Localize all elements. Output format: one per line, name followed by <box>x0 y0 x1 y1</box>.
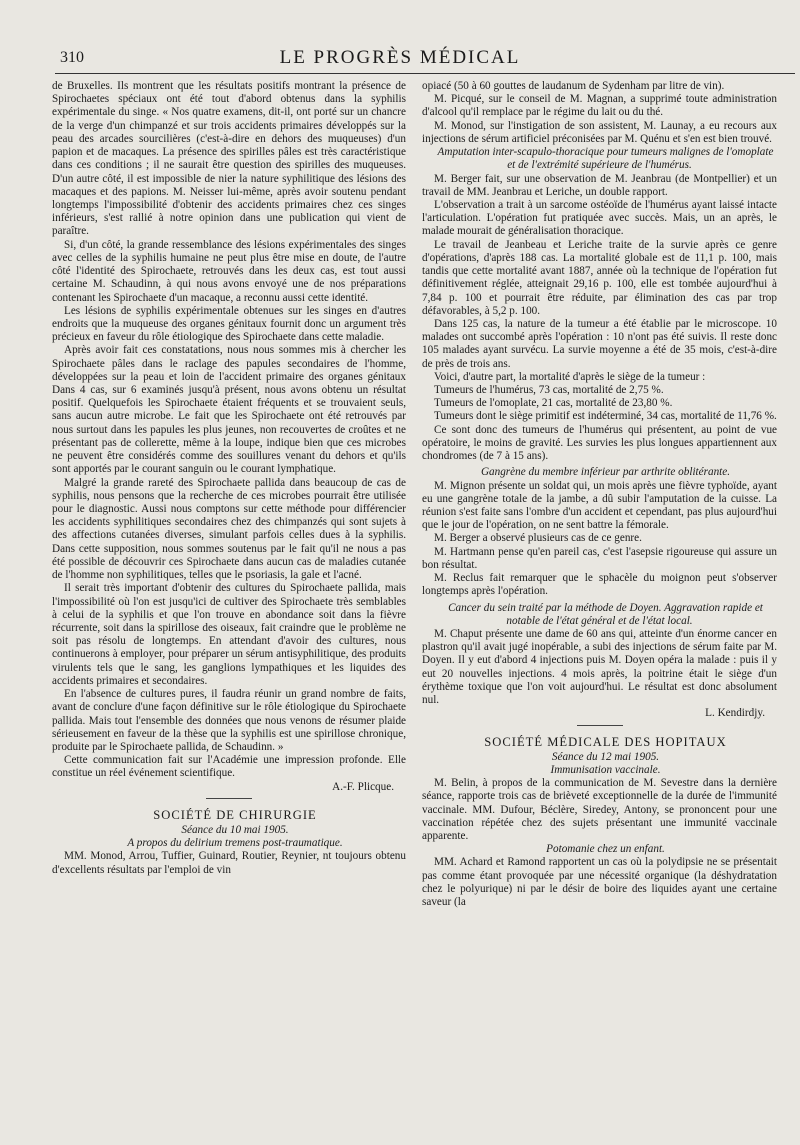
paragraph: M. Picqué, sur le conseil de M. Magnan, a supprimé toute administration d'alcool qu'il remplace par le régime du lait ou du thé. <box>422 93 777 119</box>
section-divider <box>206 798 252 799</box>
signature: A.-F. Plicque. <box>332 780 394 793</box>
paragraph: M. Monod, sur l'instigation de son assistent, M. Launay, a eu recours aux injections de sérum artificiel préconisées par M. Quénu et s'en est bien trouvé. <box>422 119 777 145</box>
table-line: Tumeurs dont le siège primitif est indéterminé, 34 cas, mortalité de 11,76 %. <box>434 410 777 423</box>
paragraph: Il serait très important d'obtenir des cultures du Spirochaete pallida, mais l'impossibilité où l'on est jusqu'ici de cultiver des Spirochaete très semblables à celui de la syphilis et que l'on trouve en abondance soit dans la fièvre récurrente, soit dans la spirillose des oiseaux, fait craindre que le problème ne soit pas résolu de longtemps. En attendant d'avoir des cultures, nous continuerons à employer, pour préparer un sérum antisyphilitique, des produits virulents tels que le sang, les ganglions lympathiques et les liquides des accidents primaires et secondaires. <box>52 582 406 687</box>
paragraph: Ce sont donc des tumeurs de l'humérus qui présentent, au point de vue opératoire, le moins de gravité. Les survies les plus longues appartiennent aux chondromes (de 7 à 15 ans). <box>422 423 777 463</box>
section-date: Séance du 12 mai 1905. <box>551 750 660 763</box>
subheading: Potomanie chez un enfant. <box>546 843 665 856</box>
subheading: Amputation inter-scapulo-thoracique pour tumeurs malignes de l'omoplate et de l'extrémité supérieure de l'humérus. <box>437 146 774 172</box>
paragraph: Voici, d'autre part, la mortalité d'après le siège de la tumeur : <box>434 370 706 383</box>
page-number: 310 <box>60 49 84 66</box>
paragraph: Si, d'un côté, la grande ressemblance des lésions expérimentales des singes avec celles de la syphilis humaine ne peut plus être mise en doute, de l'autre côté l'identité des Spirochaete, retrouvés dans les deux cas, est tout aussi certaine M. Schaudinn, à qui nous avons envoyé une de nos préparations contenant les Spirochaete d'un macaque, a reconnu aussi cette identité. <box>52 238 406 304</box>
paragraph: M. Berger fait, sur une observation de M. Jeanbrau (de Montpellier) et un travail de MM. Jeanbrau et Leriche, un double rapport. <box>422 172 777 198</box>
table-line: Tumeurs de l'omoplate, 21 cas, mortalité de 23,80 %. <box>434 397 673 410</box>
section-divider <box>577 725 623 726</box>
paragraph: L'observation a trait à un sarcome ostéoïde de l'humérus ayant laissé intacte l'articulation. L'opération fut pratiquée avec succès. Mais, un an après, le malade mourait de généralisation thoracique. <box>422 198 777 238</box>
paragraph: Le travail de Jeanbeau et Leriche traite de la survie après ce genre d'opérations, d'après 188 cas. La mortalité globale est de 11,1 p. 100, mais tandis que cette mortalité avant 1887, année où la technique de l'opération fut définitivement réglée, atteignait 29,16 p. 100, elle est tombée aujourd'hui à 7,84 p. 100 et pourrait être réduite, par élimination des cas par trop défavorables, à 5,2 p. 100. <box>422 238 777 317</box>
paragraph: M. Berger a observé plusieurs cas de ce genre. <box>434 532 642 545</box>
paragraph: MM. Achard et Ramond rapportent un cas où la polydipsie ne se présentait pas comme étant provoquée par une nécessité organique (la déshydratation chez le polyurique) ni par le désir de boire des liquides ayant une certaine saveur (la <box>422 856 777 909</box>
section-title: SOCIÉTÉ MÉDICALE DES HOPITAUX <box>484 734 727 749</box>
paragraph: Cette communication fait sur l'Académie une impression profonde. Elle constitue un réel événement scientifique. <box>52 754 406 780</box>
header-rule <box>55 73 795 74</box>
paragraph: En l'absence de cultures pures, il faudra réunir un grand nombre de faits, avant de conclure d'une façon définitive sur le rôle étiologique du Spirochaete pallida. Mais tout l'ensemble des données que nous venons de résumer plaide sérieusement en faveur de la thèse que la syphilis est une spirillose chronique, produite par le Spirochaete pallida, de Schaudinn. » <box>52 688 406 753</box>
paragraph: M. Reclus fait remarquer que le sphacèle du moignon peut s'observer longtemps après l'opération. <box>422 572 777 598</box>
paragraph: MM. Monod, Arrou, Tuffier, Guinard, Routier, Reynier, nt toujours obtenu d'excellents résultats par l'emploi de vin <box>52 850 406 876</box>
paragraph: Malgré la grande rareté des Spirochaete pallida dans beaucoup de cas de syphilis, nous pensons que la recherche de ces microbes pourrait être utilisée pour le diagnostic. Aussi nous comptons sur cette méthode pour différencier les accidents syphilitiques secondaires chez des chimpanzés qui sont sujets à des affections cutanées diverses, simulant parfois celles dues à la syphilis. Dans cette supposition, nous sommes soutenus par le fait qu'il ne nous a pas été possible de découvrir ces Spirochaete dans aucun cas de maladies cutanée de l'homme non syphilitiques, telles que le psoriasis, la gale et l'acné. <box>52 476 406 582</box>
paragraph: M. Mignon présente un soldat qui, un mois après une fièvre typhoïde, ayant eu une gangrène totale de la jambe, a dû subir l'amputation de la cuisse. La réunion s'est faite sans l'ombre d'un accident et cependant, pas plus aujourd'hui que le jour de l'opération, on ne sent battre la fémorale. <box>422 479 777 532</box>
journal-title: LE PROGRÈS MÉDICAL <box>279 47 521 68</box>
table-line: Tumeurs de l'humérus, 73 cas, mortalité de 2,75 %. <box>434 384 664 397</box>
paragraph: Après avoir fait ces constatations, nous nous sommes mis à chercher les Spirochaete pâles dans le raclage des papules secondaires de l'homme, développées sur la peau et loin de l'accident primaire des organes génitaux Dans 4 cas, sur 6 examinés jusqu'à présent, nous avons obtenu un résultat positif. Quelquefois les Spirochaete étaient fréquents et se trouvaient seuls, sans aucun autre microbe. Le fait que les Spirochaete ont été retrouvés par nous surtout dans les papules les plus jeunes, non recouvertes de croûtes et ne présentant pas de collerette, même à la loupe, indique bien que ces microbes ne peuvent être considérés comme des souillures venant du dehors et qu'ils sont apportés par le courant sanguin ou le courant lymphatique. <box>52 344 406 476</box>
section-subtitle: A propos du delirium tremens post-traumatique. <box>127 837 343 850</box>
right-column <box>422 80 777 909</box>
section-date: Séance du 10 mai 1905. <box>181 824 289 837</box>
paragraph: opiacé (50 à 60 gouttes de laudanum de Sydenham par litre de vin). <box>422 80 725 92</box>
subheading: Cancer du sein traité par la méthode de Doyen. Aggravation rapide et notable de l'état général et de l'état local. <box>448 601 763 627</box>
section-title: SOCIÉTÉ DE CHIRURGIE <box>153 807 317 822</box>
section-subtitle: Immunisation vaccinale. <box>550 763 661 776</box>
signature: L. Kendirdjy. <box>705 707 765 720</box>
paragraph: M. Chaput présente une dame de 60 ans qui, atteinte d'un énorme cancer en plastron qu'il avait jugé inopérable, a subi des injections de sérum faite par M. Doyen. Il y eut d'abord 4 injections puis M. Doyen opéra la malade : puis il y eut 20 nouvelles injections. 4 mois après, la poitrine était le siège d'un érythème toxique que l'on voit aujourd'hui. Le résultat est donc absolument nul. <box>422 627 777 707</box>
subheading: Gangrène du membre inférieur par arthrite oblitérante. <box>480 466 731 479</box>
paragraph: Dans 125 cas, la nature de la tumeur a été établie par le microscope. 10 malades ont succombé après l'opération : 10 n'ont pas été suivis. Il reste donc 105 malades ayant survécu. La survie moyenne a été de 35 mois, c'est-à-dire de près de trois ans. <box>422 317 777 370</box>
paragraph: de Bruxelles. Ils montrent que les résultats positifs montrant la présence de Spirochaetes spéciaux ont été tout d'abord obtenus dans la syphilis expérimentale du singe. « Nos quatre examens, dit-il, ont porté sur un chancre de la verge d'un chimpanzé et sur trois accidents primaires développés sur la peau des arcades sourcilières (c'est-à-dire en dehors des muqueuses) d'un papion et de macaques. La présence des spirilles pâles est très caractéristique dans ces conditions ; il ne saurait être question des spirilles des muqueuses. D'un autre côté, il est impossible de nier la nature syphilitique des lésions des macaques et des papions. M. Neisser lui-même, après avoir soutenu pendant longtemps l'impossibilité d'obtenir des accidents primaires chez ces singes inférieurs, s'est rallié à notre opinion dans une publication qui vient de paraître. <box>52 80 406 238</box>
left-column <box>52 80 406 877</box>
paragraph: M. Hartmann pense qu'en pareil cas, c'est l'asepsie rigoureuse qui assure un bon résultat. <box>422 545 777 571</box>
paragraph: M. Belin, à propos de la communication de M. Sevestre dans la dernière séance, rapporte trois cas de brièveté exceptionnelle de la durée de l'immunité vaccinale. MM. Dufour, Béclère, Siredey, Antony, se prononcent pour une vaccination répétée chez des sujets présentant une immunité vaccinale apparente. <box>422 777 777 843</box>
paragraph: Les lésions de syphilis expérimentale obtenues sur les singes en d'autres endroits que la muqueuse des organes génitaux fournit donc un argument très précieux en faveur du rôle étiologique des Spirochaete dans cette maladie. <box>52 304 406 344</box>
